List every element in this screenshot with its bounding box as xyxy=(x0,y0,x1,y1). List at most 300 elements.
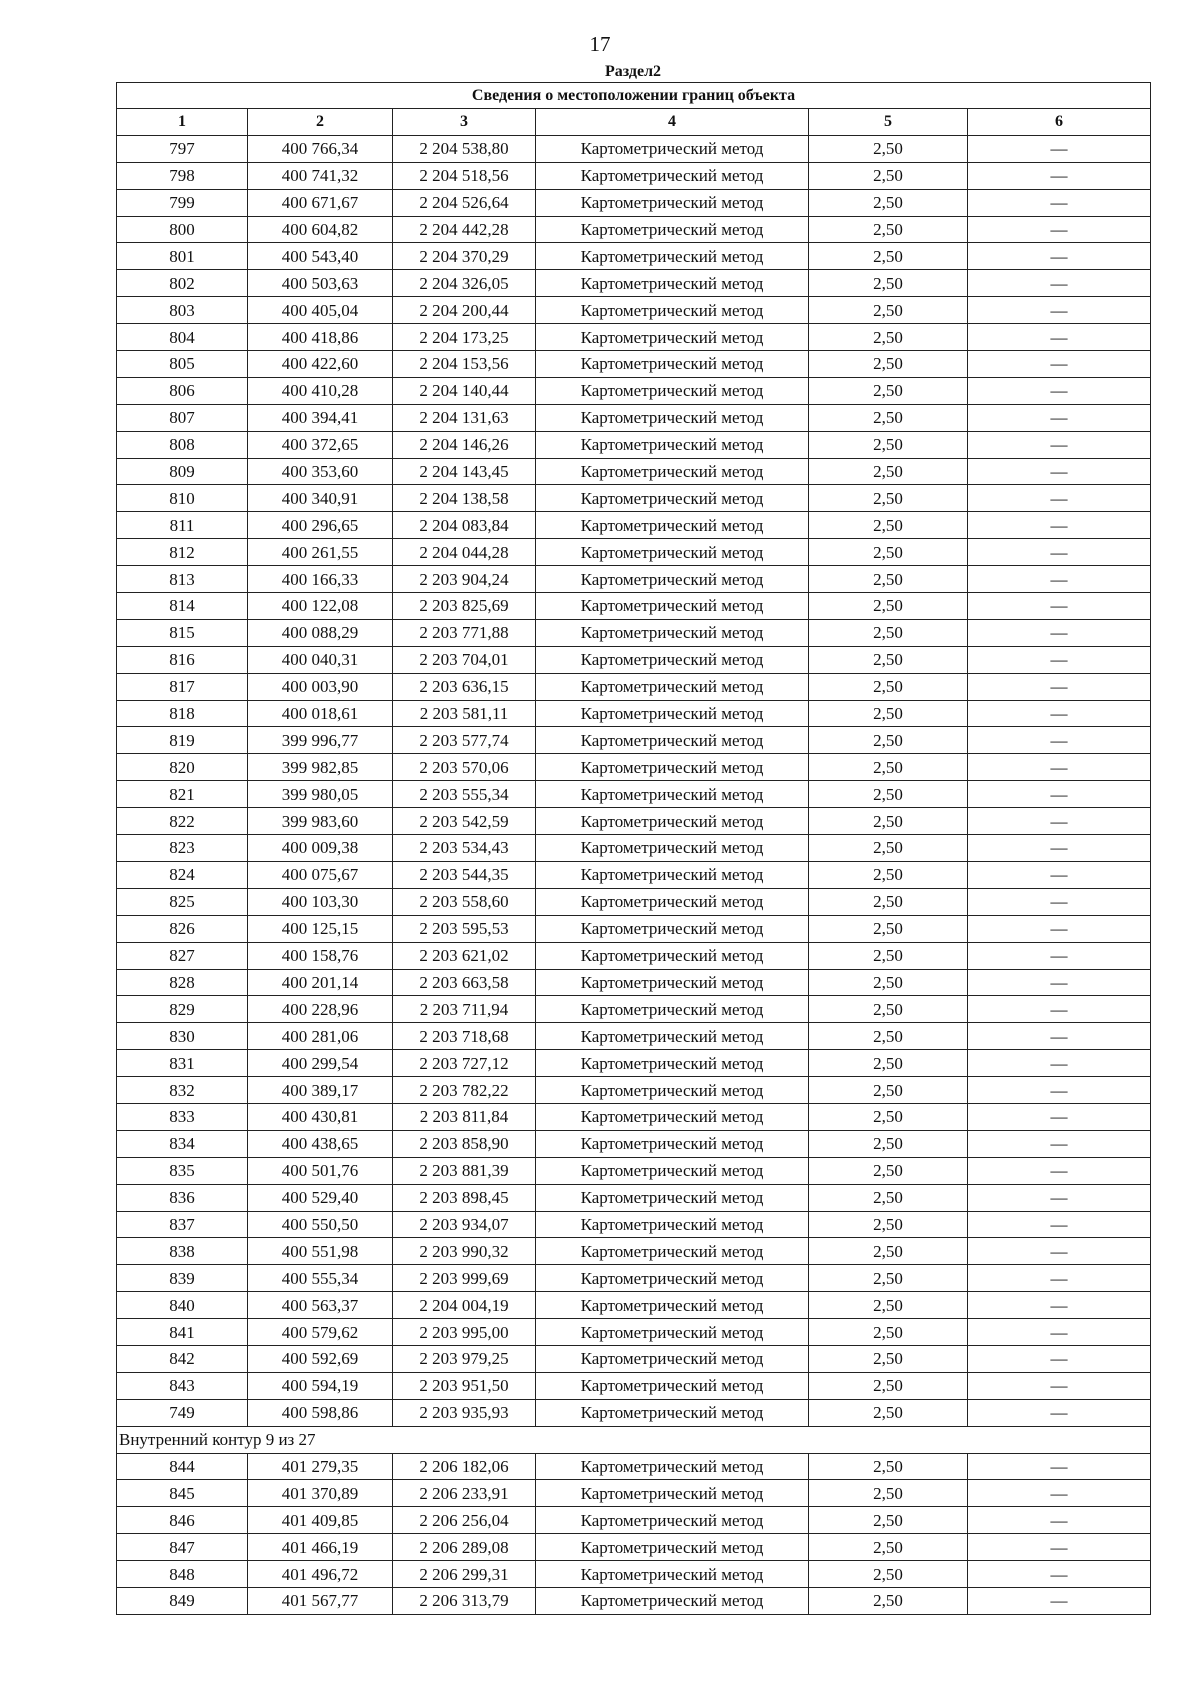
cell-precision: 2,50 xyxy=(809,808,968,835)
cell-precision: 2,50 xyxy=(809,351,968,378)
cell-point-number: 849 xyxy=(117,1587,248,1614)
cell-x-coordinate: 400 563,37 xyxy=(248,1292,393,1319)
cell-x-coordinate: 400 340,91 xyxy=(248,485,393,512)
cell-precision: 2,50 xyxy=(809,1265,968,1292)
cell-method: Картометрический метод xyxy=(536,700,809,727)
cell-y-coordinate: 2 204 138,58 xyxy=(393,485,536,512)
cell-x-coordinate: 400 598,86 xyxy=(248,1399,393,1426)
cell-method: Картометрический метод xyxy=(536,1534,809,1561)
cell-point-number: 814 xyxy=(117,593,248,620)
cell-y-coordinate: 2 203 704,01 xyxy=(393,646,536,673)
cell-precision: 2,50 xyxy=(809,673,968,700)
cell-x-coordinate: 400 122,08 xyxy=(248,593,393,620)
cell-y-coordinate: 2 203 711,94 xyxy=(393,996,536,1023)
cell-point-number: 797 xyxy=(117,135,248,162)
cell-note: — xyxy=(968,270,1151,297)
cell-method: Картометрический метод xyxy=(536,619,809,646)
cell-note: — xyxy=(968,969,1151,996)
cell-x-coordinate: 400 543,40 xyxy=(248,243,393,270)
cell-x-coordinate: 399 983,60 xyxy=(248,808,393,835)
cell-precision: 2,50 xyxy=(809,1372,968,1399)
cell-precision: 2,50 xyxy=(809,1130,968,1157)
cell-point-number: 836 xyxy=(117,1184,248,1211)
cell-x-coordinate: 401 370,89 xyxy=(248,1480,393,1507)
cell-note: — xyxy=(968,754,1151,781)
cell-note: — xyxy=(968,1561,1151,1588)
cell-precision: 2,50 xyxy=(809,996,968,1023)
cell-note: — xyxy=(968,888,1151,915)
cell-note: — xyxy=(968,646,1151,673)
table-row xyxy=(117,1292,1151,1319)
column-header-6: 6 xyxy=(968,109,1151,136)
cell-x-coordinate: 400 372,65 xyxy=(248,431,393,458)
cell-y-coordinate: 2 203 727,12 xyxy=(393,1050,536,1077)
cell-x-coordinate: 400 422,60 xyxy=(248,351,393,378)
cell-y-coordinate: 2 203 542,59 xyxy=(393,808,536,835)
cell-x-coordinate: 400 430,81 xyxy=(248,1103,393,1130)
cell-x-coordinate: 400 353,60 xyxy=(248,458,393,485)
cell-precision: 2,50 xyxy=(809,243,968,270)
cell-point-number: 834 xyxy=(117,1130,248,1157)
cell-precision: 2,50 xyxy=(809,1077,968,1104)
cell-precision: 2,50 xyxy=(809,619,968,646)
cell-y-coordinate: 2 203 636,15 xyxy=(393,673,536,700)
cell-method: Картометрический метод xyxy=(536,861,809,888)
cell-precision: 2,50 xyxy=(809,512,968,539)
cell-x-coordinate: 400 261,55 xyxy=(248,539,393,566)
cell-method: Картометрический метод xyxy=(536,915,809,942)
cell-precision: 2,50 xyxy=(809,1211,968,1238)
cell-point-number: 817 xyxy=(117,673,248,700)
cell-method: Картометрический метод xyxy=(536,1587,809,1614)
cell-note: — xyxy=(968,189,1151,216)
cell-point-number: 824 xyxy=(117,861,248,888)
cell-x-coordinate: 400 389,17 xyxy=(248,1077,393,1104)
table-row xyxy=(117,1534,1151,1561)
table-row xyxy=(117,1103,1151,1130)
cell-x-coordinate: 400 418,86 xyxy=(248,324,393,351)
cell-method: Картометрический метод xyxy=(536,1372,809,1399)
cell-method: Картометрический метод xyxy=(536,1319,809,1346)
cell-y-coordinate: 2 204 538,80 xyxy=(393,135,536,162)
cell-precision: 2,50 xyxy=(809,297,968,324)
table-row xyxy=(117,1453,1151,1480)
cell-note: — xyxy=(968,1292,1151,1319)
cell-point-number: 807 xyxy=(117,404,248,431)
table-row xyxy=(117,539,1151,566)
cell-precision: 2,50 xyxy=(809,1292,968,1319)
cell-point-number: 801 xyxy=(117,243,248,270)
cell-x-coordinate: 401 279,35 xyxy=(248,1453,393,1480)
cell-precision: 2,50 xyxy=(809,781,968,808)
cell-point-number: 846 xyxy=(117,1507,248,1534)
cell-y-coordinate: 2 203 570,06 xyxy=(393,754,536,781)
cell-precision: 2,50 xyxy=(809,754,968,781)
column-header-2: 2 xyxy=(248,109,393,136)
cell-note: — xyxy=(968,216,1151,243)
cell-y-coordinate: 2 204 442,28 xyxy=(393,216,536,243)
cell-point-number: 835 xyxy=(117,1157,248,1184)
cell-x-coordinate: 400 438,65 xyxy=(248,1130,393,1157)
cell-point-number: 800 xyxy=(117,216,248,243)
cell-y-coordinate: 2 206 182,06 xyxy=(393,1453,536,1480)
cell-y-coordinate: 2 203 534,43 xyxy=(393,835,536,862)
cell-x-coordinate: 400 555,34 xyxy=(248,1265,393,1292)
cell-method: Картометрический метод xyxy=(536,1211,809,1238)
cell-method: Картометрический метод xyxy=(536,593,809,620)
cell-precision: 2,50 xyxy=(809,216,968,243)
cell-note: — xyxy=(968,1319,1151,1346)
cell-note: — xyxy=(968,1453,1151,1480)
cell-note: — xyxy=(968,1077,1151,1104)
cell-precision: 2,50 xyxy=(809,835,968,862)
cell-precision: 2,50 xyxy=(809,404,968,431)
table-row xyxy=(117,1345,1151,1372)
cell-note: — xyxy=(968,162,1151,189)
table-row xyxy=(117,297,1151,324)
cell-method: Картометрический метод xyxy=(536,835,809,862)
table-row xyxy=(117,566,1151,593)
cell-method: Картометрический метод xyxy=(536,351,809,378)
cell-point-number: 813 xyxy=(117,566,248,593)
cell-method: Картометрический метод xyxy=(536,1050,809,1077)
cell-point-number: 838 xyxy=(117,1238,248,1265)
cell-point-number: 830 xyxy=(117,1023,248,1050)
cell-note: — xyxy=(968,700,1151,727)
cell-y-coordinate: 2 206 233,91 xyxy=(393,1480,536,1507)
cell-method: Картометрический метод xyxy=(536,1130,809,1157)
cell-x-coordinate: 400 075,67 xyxy=(248,861,393,888)
cell-method: Картометрический метод xyxy=(536,754,809,781)
cell-y-coordinate: 2 206 313,79 xyxy=(393,1587,536,1614)
cell-precision: 2,50 xyxy=(809,270,968,297)
table-row xyxy=(117,1077,1151,1104)
document-body xyxy=(116,62,1150,1615)
cell-y-coordinate: 2 204 200,44 xyxy=(393,297,536,324)
table-title-row xyxy=(117,83,1151,109)
cell-note: — xyxy=(968,835,1151,862)
column-header-1: 1 xyxy=(117,109,248,136)
cell-x-coordinate: 400 671,67 xyxy=(248,189,393,216)
cell-method: Картометрический метод xyxy=(536,1238,809,1265)
cell-point-number: 821 xyxy=(117,781,248,808)
cell-point-number: 844 xyxy=(117,1453,248,1480)
table-title: Сведения о местоположении границ объекта xyxy=(117,83,1151,109)
cell-point-number: 847 xyxy=(117,1534,248,1561)
cell-point-number: 816 xyxy=(117,646,248,673)
cell-method: Картометрический метод xyxy=(536,377,809,404)
cell-precision: 2,50 xyxy=(809,1399,968,1426)
cell-x-coordinate: 400 299,54 xyxy=(248,1050,393,1077)
cell-x-coordinate: 401 409,85 xyxy=(248,1507,393,1534)
cell-note: — xyxy=(968,727,1151,754)
cell-x-coordinate: 400 405,04 xyxy=(248,297,393,324)
contour-row xyxy=(117,1426,1151,1453)
cell-note: — xyxy=(968,135,1151,162)
cell-method: Картометрический метод xyxy=(536,888,809,915)
table-row xyxy=(117,835,1151,862)
cell-note: — xyxy=(968,512,1151,539)
table-row xyxy=(117,808,1151,835)
cell-precision: 2,50 xyxy=(809,162,968,189)
table-row xyxy=(117,431,1151,458)
cell-x-coordinate: 400 281,06 xyxy=(248,1023,393,1050)
cell-method: Картометрический метод xyxy=(536,539,809,566)
cell-y-coordinate: 2 203 935,93 xyxy=(393,1399,536,1426)
cell-point-number: 804 xyxy=(117,324,248,351)
table-row xyxy=(117,1157,1151,1184)
table-row xyxy=(117,1399,1151,1426)
cell-note: — xyxy=(968,566,1151,593)
cell-note: — xyxy=(968,1238,1151,1265)
table-row xyxy=(117,1050,1151,1077)
cell-x-coordinate: 401 496,72 xyxy=(248,1561,393,1588)
cell-y-coordinate: 2 204 004,19 xyxy=(393,1292,536,1319)
cell-y-coordinate: 2 204 143,45 xyxy=(393,458,536,485)
cell-note: — xyxy=(968,458,1151,485)
table-row xyxy=(117,1319,1151,1346)
table-row xyxy=(117,1265,1151,1292)
cell-precision: 2,50 xyxy=(809,377,968,404)
cell-method: Картометрический метод xyxy=(536,297,809,324)
cell-precision: 2,50 xyxy=(809,566,968,593)
cell-method: Картометрический метод xyxy=(536,1480,809,1507)
cell-method: Картометрический метод xyxy=(536,135,809,162)
cell-precision: 2,50 xyxy=(809,915,968,942)
table-row xyxy=(117,1372,1151,1399)
cell-point-number: 803 xyxy=(117,297,248,324)
cell-point-number: 810 xyxy=(117,485,248,512)
cell-note: — xyxy=(968,1345,1151,1372)
table-row xyxy=(117,1480,1151,1507)
cell-x-coordinate: 400 594,19 xyxy=(248,1372,393,1399)
table-row xyxy=(117,727,1151,754)
cell-note: — xyxy=(968,1184,1151,1211)
cell-y-coordinate: 2 204 518,56 xyxy=(393,162,536,189)
cell-x-coordinate: 400 766,34 xyxy=(248,135,393,162)
cell-point-number: 802 xyxy=(117,270,248,297)
cell-method: Картометрический метод xyxy=(536,781,809,808)
cell-method: Картометрический метод xyxy=(536,727,809,754)
cell-note: — xyxy=(968,1265,1151,1292)
cell-x-coordinate: 400 009,38 xyxy=(248,835,393,862)
cell-method: Картометрический метод xyxy=(536,1561,809,1588)
cell-x-coordinate: 399 982,85 xyxy=(248,754,393,781)
cell-x-coordinate: 400 410,28 xyxy=(248,377,393,404)
cell-y-coordinate: 2 203 558,60 xyxy=(393,888,536,915)
table-row xyxy=(117,1587,1151,1614)
table-row xyxy=(117,243,1151,270)
cell-method: Картометрический метод xyxy=(536,1265,809,1292)
cell-point-number: 843 xyxy=(117,1372,248,1399)
table-row xyxy=(117,162,1151,189)
cell-x-coordinate: 400 592,69 xyxy=(248,1345,393,1372)
table-row xyxy=(117,216,1151,243)
table-row xyxy=(117,888,1151,915)
cell-x-coordinate: 400 158,76 xyxy=(248,942,393,969)
cell-y-coordinate: 2 203 904,24 xyxy=(393,566,536,593)
cell-precision: 2,50 xyxy=(809,1480,968,1507)
cell-method: Картометрический метод xyxy=(536,1184,809,1211)
cell-point-number: 827 xyxy=(117,942,248,969)
cell-x-coordinate: 400 501,76 xyxy=(248,1157,393,1184)
cell-point-number: 825 xyxy=(117,888,248,915)
table-row xyxy=(117,996,1151,1023)
table-row xyxy=(117,404,1151,431)
cell-x-coordinate: 400 296,65 xyxy=(248,512,393,539)
cell-note: — xyxy=(968,915,1151,942)
cell-y-coordinate: 2 204 146,26 xyxy=(393,431,536,458)
cell-note: — xyxy=(968,593,1151,620)
cell-precision: 2,50 xyxy=(809,593,968,620)
cell-x-coordinate: 400 503,63 xyxy=(248,270,393,297)
table-row xyxy=(117,942,1151,969)
table-row xyxy=(117,619,1151,646)
cell-method: Картометрический метод xyxy=(536,1292,809,1319)
cell-note: — xyxy=(968,351,1151,378)
cell-note: — xyxy=(968,1399,1151,1426)
cell-precision: 2,50 xyxy=(809,539,968,566)
cell-x-coordinate: 400 201,14 xyxy=(248,969,393,996)
cell-point-number: 822 xyxy=(117,808,248,835)
cell-method: Картометрический метод xyxy=(536,1157,809,1184)
cell-method: Картометрический метод xyxy=(536,1507,809,1534)
cell-method: Картометрический метод xyxy=(536,431,809,458)
cell-y-coordinate: 2 203 771,88 xyxy=(393,619,536,646)
cell-point-number: 815 xyxy=(117,619,248,646)
cell-y-coordinate: 2 204 370,29 xyxy=(393,243,536,270)
table-row xyxy=(117,512,1151,539)
cell-method: Картометрический метод xyxy=(536,512,809,539)
table-row xyxy=(117,781,1151,808)
cell-precision: 2,50 xyxy=(809,861,968,888)
cell-point-number: 798 xyxy=(117,162,248,189)
cell-precision: 2,50 xyxy=(809,1561,968,1588)
cell-precision: 2,50 xyxy=(809,888,968,915)
cell-y-coordinate: 2 204 140,44 xyxy=(393,377,536,404)
cell-method: Картометрический метод xyxy=(536,969,809,996)
cell-y-coordinate: 2 203 581,11 xyxy=(393,700,536,727)
cell-method: Картометрический метод xyxy=(536,189,809,216)
cell-note: — xyxy=(968,619,1151,646)
cell-y-coordinate: 2 203 811,84 xyxy=(393,1103,536,1130)
cell-point-number: 819 xyxy=(117,727,248,754)
cell-point-number: 809 xyxy=(117,458,248,485)
cell-precision: 2,50 xyxy=(809,1238,968,1265)
cell-x-coordinate: 400 579,62 xyxy=(248,1319,393,1346)
cell-x-coordinate: 400 550,50 xyxy=(248,1211,393,1238)
cell-point-number: 831 xyxy=(117,1050,248,1077)
table-row xyxy=(117,324,1151,351)
cell-point-number: 820 xyxy=(117,754,248,781)
cell-y-coordinate: 2 203 898,45 xyxy=(393,1184,536,1211)
column-header-5: 5 xyxy=(809,109,968,136)
cell-precision: 2,50 xyxy=(809,1050,968,1077)
cell-precision: 2,50 xyxy=(809,189,968,216)
cell-method: Картометрический метод xyxy=(536,1103,809,1130)
cell-note: — xyxy=(968,297,1151,324)
cell-note: — xyxy=(968,1130,1151,1157)
cell-x-coordinate: 399 980,05 xyxy=(248,781,393,808)
cell-point-number: 841 xyxy=(117,1319,248,1346)
cell-y-coordinate: 2 204 131,63 xyxy=(393,404,536,431)
table-row xyxy=(117,1184,1151,1211)
cell-note: — xyxy=(968,861,1151,888)
cell-note: — xyxy=(968,539,1151,566)
cell-y-coordinate: 2 204 526,64 xyxy=(393,189,536,216)
cell-note: — xyxy=(968,1534,1151,1561)
cell-point-number: 826 xyxy=(117,915,248,942)
cell-y-coordinate: 2 203 990,32 xyxy=(393,1238,536,1265)
cell-x-coordinate: 401 567,77 xyxy=(248,1587,393,1614)
cell-x-coordinate: 400 103,30 xyxy=(248,888,393,915)
table-row xyxy=(117,1561,1151,1588)
cell-method: Картометрический метод xyxy=(536,996,809,1023)
cell-y-coordinate: 2 204 153,56 xyxy=(393,351,536,378)
cell-note: — xyxy=(968,1023,1151,1050)
cell-y-coordinate: 2 203 934,07 xyxy=(393,1211,536,1238)
cell-point-number: 832 xyxy=(117,1077,248,1104)
cell-y-coordinate: 2 203 995,00 xyxy=(393,1319,536,1346)
cell-x-coordinate: 399 996,77 xyxy=(248,727,393,754)
cell-note: — xyxy=(968,808,1151,835)
cell-y-coordinate: 2 206 289,08 xyxy=(393,1534,536,1561)
cell-y-coordinate: 2 203 555,34 xyxy=(393,781,536,808)
cell-method: Картометрический метод xyxy=(536,162,809,189)
cell-point-number: 808 xyxy=(117,431,248,458)
cell-x-coordinate: 401 466,19 xyxy=(248,1534,393,1561)
cell-y-coordinate: 2 203 544,35 xyxy=(393,861,536,888)
cell-method: Картометрический метод xyxy=(536,458,809,485)
cell-point-number: 842 xyxy=(117,1345,248,1372)
table-row xyxy=(117,1023,1151,1050)
cell-precision: 2,50 xyxy=(809,1184,968,1211)
cell-y-coordinate: 2 203 577,74 xyxy=(393,727,536,754)
cell-precision: 2,50 xyxy=(809,1023,968,1050)
table-row xyxy=(117,270,1151,297)
cell-precision: 2,50 xyxy=(809,485,968,512)
cell-precision: 2,50 xyxy=(809,1453,968,1480)
table-row xyxy=(117,1211,1151,1238)
table-row xyxy=(117,700,1151,727)
cell-note: — xyxy=(968,1103,1151,1130)
cell-x-coordinate: 400 125,15 xyxy=(248,915,393,942)
cell-precision: 2,50 xyxy=(809,135,968,162)
table-row xyxy=(117,969,1151,996)
table-row xyxy=(117,135,1151,162)
cell-precision: 2,50 xyxy=(809,942,968,969)
cell-method: Картометрический метод xyxy=(536,485,809,512)
cell-point-number: 812 xyxy=(117,539,248,566)
cell-y-coordinate: 2 203 979,25 xyxy=(393,1345,536,1372)
cell-point-number: 837 xyxy=(117,1211,248,1238)
column-header-3: 3 xyxy=(393,109,536,136)
cell-y-coordinate: 2 204 326,05 xyxy=(393,270,536,297)
cell-point-number: 818 xyxy=(117,700,248,727)
cell-y-coordinate: 2 203 999,69 xyxy=(393,1265,536,1292)
cell-y-coordinate: 2 203 858,90 xyxy=(393,1130,536,1157)
cell-point-number: 829 xyxy=(117,996,248,1023)
boundary-table xyxy=(116,82,1151,1615)
cell-method: Картометрический метод xyxy=(536,216,809,243)
table-row xyxy=(117,915,1151,942)
cell-point-number: 749 xyxy=(117,1399,248,1426)
cell-precision: 2,50 xyxy=(809,1319,968,1346)
table-row xyxy=(117,1507,1151,1534)
cell-note: — xyxy=(968,942,1151,969)
cell-x-coordinate: 400 018,61 xyxy=(248,700,393,727)
cell-y-coordinate: 2 203 718,68 xyxy=(393,1023,536,1050)
